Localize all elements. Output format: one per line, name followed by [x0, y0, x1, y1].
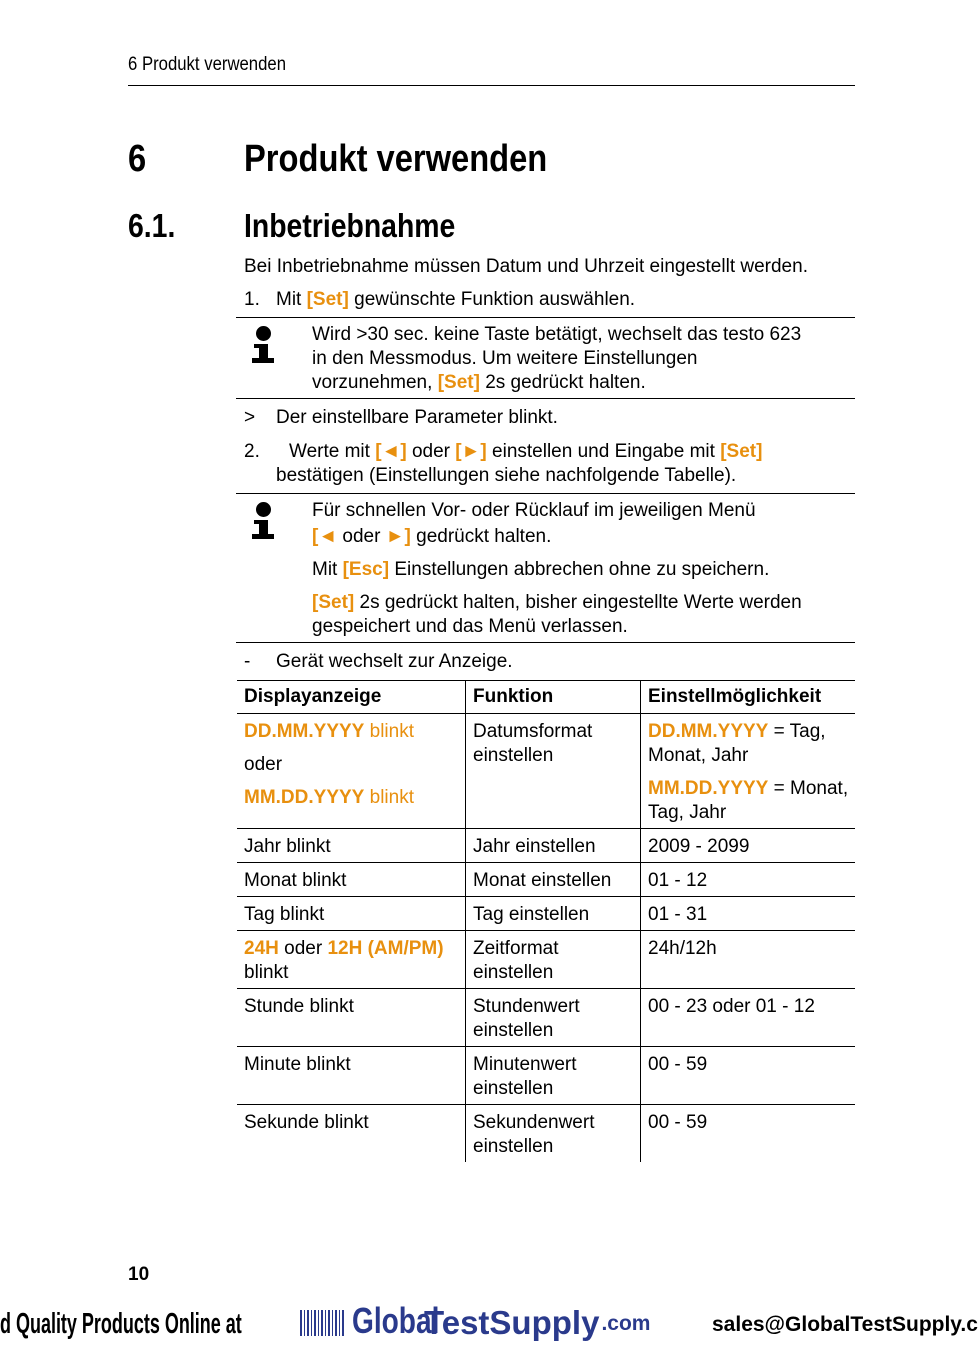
set-key-label: [Set] [720, 441, 763, 462]
step-1-text: Mit [Set] gewünschte Funktion auswählen. [276, 289, 636, 310]
settings-table [237, 680, 855, 1162]
table-cell-options: 00 - 59 [641, 1047, 856, 1105]
right-key-label: [►] [455, 441, 487, 462]
info-icon [252, 326, 276, 366]
chapter-number: 6 [128, 138, 147, 180]
table-cell-options: 2009 - 2099 [641, 829, 856, 863]
set-key-label: [Set] [437, 372, 480, 393]
table-cell-display: Minute blinkt [237, 1047, 466, 1105]
table-cell-display: Stunde blinkt [237, 989, 466, 1047]
section-title: Inbetriebnahme [244, 207, 456, 244]
esc-key-label: [Esc] [342, 559, 390, 580]
step-1-number: 1. [244, 289, 260, 310]
logo-global: Global [352, 1300, 440, 1341]
header-rule [128, 85, 855, 86]
note-1-bottom-rule [236, 398, 855, 399]
note-1-top-rule [236, 317, 855, 318]
footer-tagline: d Quality Products Online at [0, 1308, 242, 1340]
table-cell-display: Monat blinkt [237, 863, 466, 897]
table-cell-options: 01 - 12 [641, 863, 856, 897]
table-cell-options: 01 - 31 [641, 897, 856, 931]
table-cell-options: 24h/12h [641, 931, 856, 989]
column-header-function: Funktion [466, 681, 641, 714]
table-cell-options: 00 - 59 [641, 1105, 856, 1163]
footer-logo[interactable] [300, 1296, 650, 1342]
result-1-marker: > [244, 407, 256, 428]
running-header: 6 Produkt verwenden [128, 54, 287, 75]
table-cell-function: Tag einstellen [466, 897, 641, 931]
table-cell-function: Zeitformat einstellen [466, 931, 641, 989]
footer-email-link[interactable]: sales@GlobalTestSupply.c [712, 1313, 978, 1336]
note-2-bottom-rule [236, 642, 855, 643]
logo-com: .com [601, 1312, 651, 1335]
left-key-label: [◄] [375, 441, 407, 462]
table-header-row [237, 681, 855, 714]
intro-text: Bei Inbetriebnahme müssen Datum und Uhrzeit eingestellt werden. [244, 256, 808, 277]
table-cell-function: Monat einstellen [466, 863, 641, 897]
page-number: 10 [128, 1264, 150, 1285]
table-row [237, 897, 855, 931]
table-cell-display: Jahr blinkt [237, 829, 466, 863]
note-2: Für schnellen Vor- oder Rücklauf im jeweiligen Menü [◄ oder ►] gedrückt halten. Mit [Esc] Einstellungen abbrechen ohne zu speichern. [Set] 2s gedrückt halten, bisher eingestellte Werte werden gespeichert und das Menü verlassen. [312, 500, 802, 637]
info-icon [252, 502, 276, 542]
table-cell-function: Minutenwert einstellen [466, 1047, 641, 1105]
table-row [237, 1105, 855, 1163]
note-1: Wird >30 sec. keine Taste betätigt, wechselt das testo 623 in den Messmodus. Um weitere Einstellungen vorzunehmen, [Set] 2s gedrückt halten. [312, 324, 802, 393]
column-header-display: Displayanzeige [237, 681, 466, 714]
table-cell-function: Sekundenwert einstellen [466, 1105, 641, 1163]
step-2-line-1: Werte mit [◄] oder [►] einstellen und Eingabe mit [Set] [289, 441, 763, 462]
set-key-label: [Set] [312, 592, 355, 613]
table-row [237, 829, 855, 863]
table-row [237, 1047, 855, 1105]
table-row [237, 989, 855, 1047]
table-cell-display: 24H oder 12H (AM/PM) blinkt [237, 931, 466, 989]
table-cell-display: DD.MM.YYYY blinkt oder MM.DD.YYYY blinkt [237, 714, 466, 829]
set-key-label: [Set] [306, 289, 349, 310]
table-row-date-format [237, 714, 855, 829]
logo-testsupply: TestSupply [424, 1304, 600, 1341]
result-1-text: Der einstellbare Parameter blinkt. [276, 407, 558, 428]
table-row [237, 863, 855, 897]
result-2-text: Gerät wechselt zur Anzeige. [276, 651, 513, 672]
table-cell-options: DD.MM.YYYY = Tag, Monat, Jahr MM.DD.YYYY = Monat, Tag, Jahr [641, 714, 856, 829]
table-row-time-format [237, 931, 855, 989]
step-2-line-2: bestätigen (Einstellungen siehe nachfolgende Tabelle). [276, 465, 737, 486]
barcode-icon [300, 1310, 346, 1336]
section-number: 6.1. [128, 207, 176, 244]
table-cell-function: Stundenwert einstellen [466, 989, 641, 1047]
table-cell-function: Jahr einstellen [466, 829, 641, 863]
note-2-top-rule [236, 493, 855, 494]
result-2-marker: - [244, 651, 251, 672]
table-cell-function: Datumsformat einstellen [466, 714, 641, 829]
table-cell-display: Sekunde blinkt [244, 1112, 369, 1133]
table-cell-options: 00 - 23 oder 01 - 12 [641, 989, 856, 1047]
step-2-number: 2. [244, 441, 260, 462]
table-cell-display: Tag blinkt [237, 897, 466, 931]
column-header-options: Einstellmöglichkeit [641, 681, 856, 714]
chapter-title: Produkt verwenden [244, 138, 548, 180]
